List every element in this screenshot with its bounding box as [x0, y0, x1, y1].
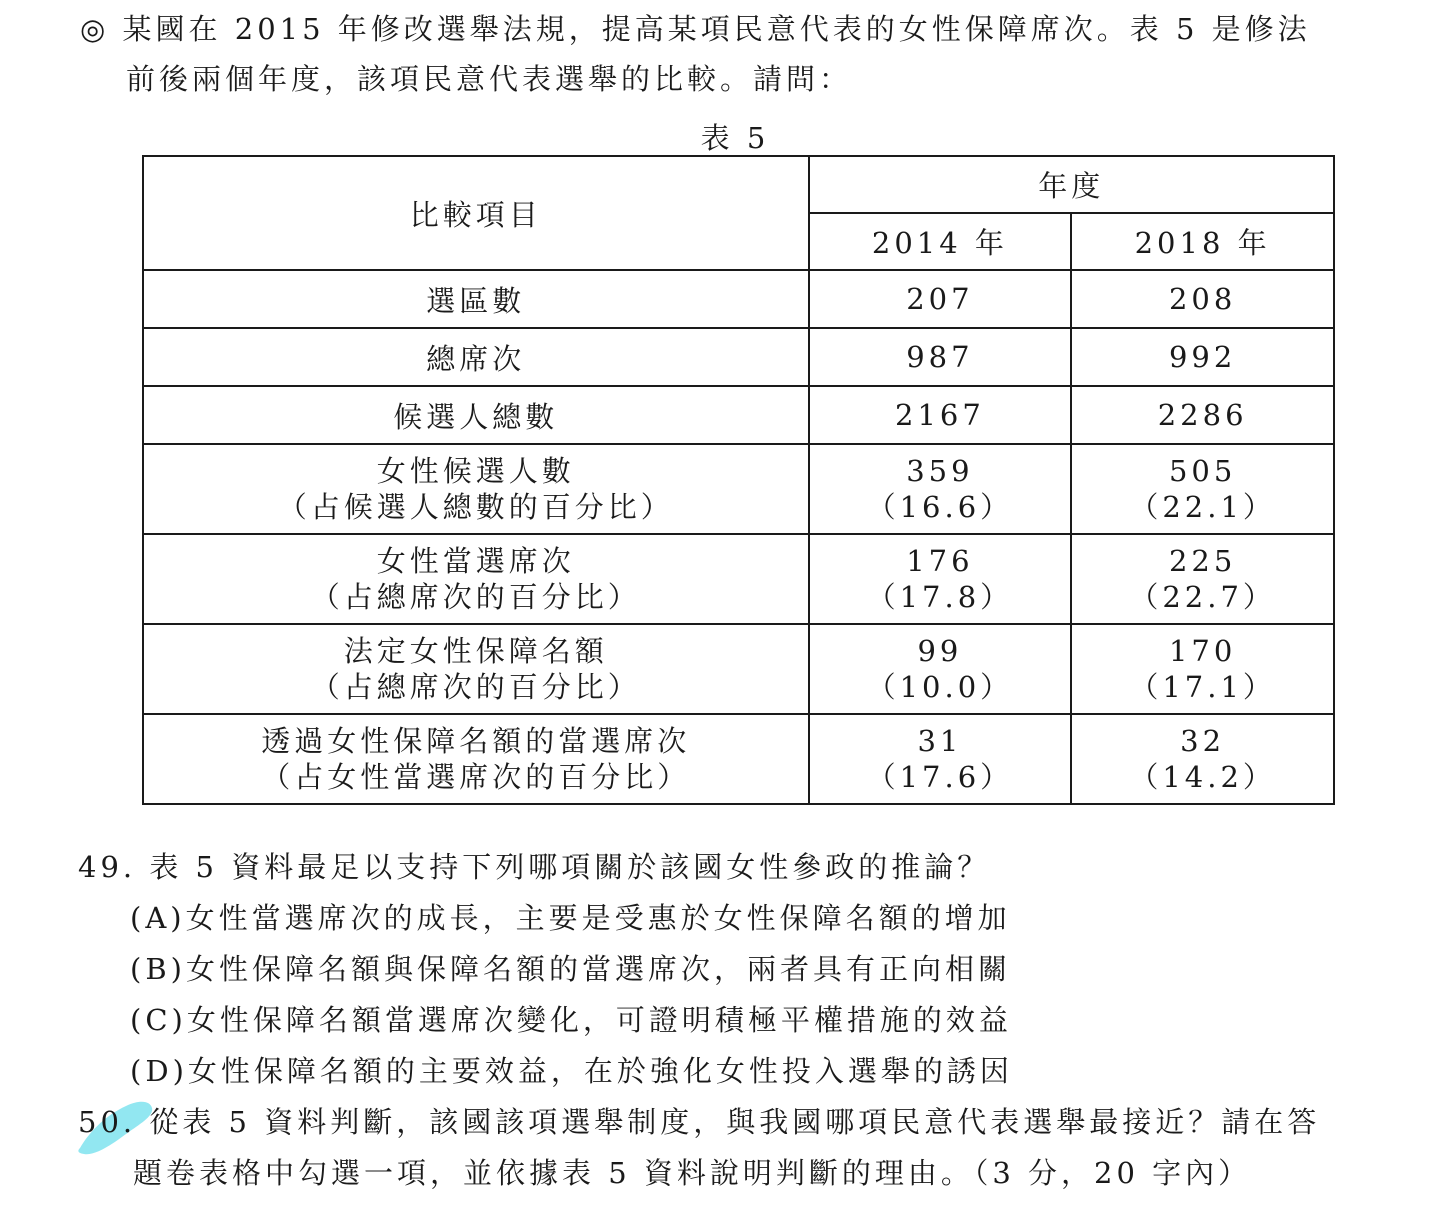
q49-option-c: (C)女性保障名額當選席次變化，可證明積極平權措施的效益 [130, 1003, 1012, 1037]
value-2014: 207 [809, 270, 1072, 328]
table-row [143, 534, 1334, 624]
comparison-table [142, 155, 1335, 805]
value-2018-cell [1071, 444, 1334, 534]
percent-2018: （22.7） [1129, 580, 1276, 614]
header-2014-cell: 2014 年 [809, 213, 1072, 270]
percent-2014: （17.8） [866, 580, 1014, 614]
row-label: 選區數 [143, 270, 809, 328]
value-2014: 176 [906, 544, 974, 578]
value-2014: 359 [906, 454, 974, 488]
value-2018-cell [1071, 624, 1334, 714]
percent-2018: （14.2） [1129, 760, 1276, 794]
header-year-cell: 年度 [809, 156, 1334, 213]
value-2018: 208 [1071, 270, 1334, 328]
table-caption: 表 5 [700, 121, 770, 155]
table-header-row [143, 156, 1334, 213]
value-2014-cell [809, 534, 1072, 624]
percent-2014: （16.6） [866, 490, 1014, 524]
intro-line-2: 前後兩個年度，該項民意代表選舉的比較。請問： [126, 62, 853, 96]
questions-block [78, 842, 1418, 1199]
percent-2014: （10.0） [866, 670, 1014, 704]
row-label-cell [143, 714, 809, 804]
header-item-cell: 比較項目 [143, 156, 809, 270]
value-2014: 31 [917, 724, 963, 758]
table-row [143, 714, 1334, 804]
header-2018-cell: 2018 年 [1071, 213, 1334, 270]
value-2014: 987 [809, 328, 1072, 386]
row-sublabel: （占總席次的百分比） [310, 670, 641, 704]
q49-option-b: (B)女性保障名額與保障名額的當選席次，兩者具有正向相關 [130, 952, 1011, 986]
value-2014-cell [809, 714, 1072, 804]
row-label-cell [143, 444, 809, 534]
row-label: 候選人總數 [143, 386, 809, 444]
percent-2018: （17.1） [1129, 670, 1276, 704]
row-label: 女性當選席次 [376, 544, 575, 578]
row-sublabel: （占候選人總數的百分比） [277, 490, 674, 524]
row-label: 女性候選人數 [376, 454, 575, 488]
question-50-line-1: 50. 從表 5 資料判斷，該國該項選舉制度，與我國哪項民意代表選舉最接近？請在答 [78, 1105, 1321, 1139]
value-2014-cell [809, 624, 1072, 714]
intro-line-1: ◎ 某國在 2015 年修改選舉法規，提高某項民意代表的女性保障席次。表 5 是修法 [80, 12, 1311, 46]
value-2018: 225 [1168, 544, 1237, 578]
q49-option-d: (D)女性保障名額的主要效益，在於強化女性投入選舉的誘因 [130, 1054, 1013, 1088]
value-2018: 2286 [1071, 386, 1334, 444]
row-label-cell [143, 534, 809, 624]
value-2014-cell [809, 444, 1072, 534]
table-row [143, 328, 1334, 386]
q49-option-a: (A)女性當選席次的成長，主要是受惠於女性保障名額的增加 [130, 901, 1011, 935]
value-2018-cell [1071, 714, 1334, 804]
table-row [143, 270, 1334, 328]
value-2018: 992 [1071, 328, 1334, 386]
table-row [143, 444, 1334, 534]
row-sublabel: （占總席次的百分比） [310, 580, 641, 614]
row-sublabel: （占女性當選席次的百分比） [261, 760, 691, 794]
question-50-line-2: 題卷表格中勾選一項，並依據表 5 資料說明判斷的理由。（3 分，20 字內） [133, 1156, 1252, 1190]
value-2018-cell [1071, 534, 1334, 624]
value-2018: 170 [1168, 634, 1237, 668]
row-label: 法定女性保障名額 [343, 634, 608, 668]
value-2018: 505 [1168, 454, 1237, 488]
value-2018: 32 [1180, 724, 1226, 758]
question-49-stem: 49. 表 5 資料最足以支持下列哪項關於該國女性參政的推論？ [78, 850, 991, 884]
row-label: 總席次 [143, 328, 809, 386]
row-label-cell [143, 624, 809, 714]
table-row [143, 624, 1334, 714]
row-label: 透過女性保障名額的當選席次 [261, 724, 691, 758]
table-row [143, 386, 1334, 444]
value-2014: 2167 [809, 386, 1072, 444]
percent-2018: （22.1） [1129, 490, 1276, 524]
value-2014: 99 [917, 634, 963, 668]
question-intro [80, 4, 1420, 104]
percent-2014: （17.6） [866, 760, 1014, 794]
